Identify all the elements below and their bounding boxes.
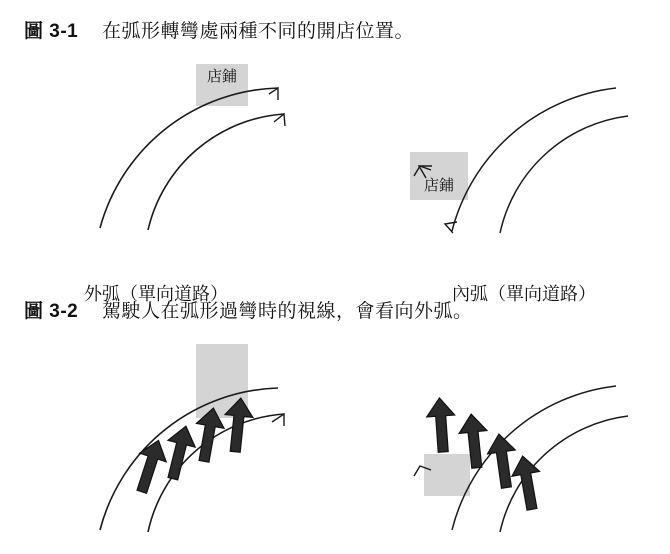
left-diagram-label: 外弧（單向道路） bbox=[84, 284, 228, 304]
figure-1-arcs bbox=[0, 48, 670, 278]
right-outer-road-edge bbox=[452, 88, 616, 231]
figure-1-caption-text: 在弧形轉彎處兩種不同的開店位置。 bbox=[102, 21, 415, 42]
right-inner-road-edge bbox=[500, 116, 628, 233]
left-outer-road-edge-2 bbox=[100, 388, 278, 530]
figure-2-graphics bbox=[0, 330, 670, 554]
sightline-arrow bbox=[509, 454, 546, 512]
right-arrowhead-inner bbox=[445, 222, 457, 233]
sightline-arrow bbox=[485, 432, 520, 489]
shop-block-right bbox=[424, 454, 470, 496]
left-inner-road-edge-2 bbox=[148, 414, 284, 532]
figure-2-caption-text: 駕駛人在弧形過彎時的視線，會看向外弧。 bbox=[102, 301, 473, 322]
figure-2-diagram bbox=[0, 330, 670, 554]
figure-1-diagram bbox=[0, 48, 670, 304]
figure-2-caption bbox=[24, 296, 473, 323]
shop-box-left-label: 店鋪 bbox=[206, 68, 237, 85]
left-arrowhead-outer bbox=[269, 88, 278, 100]
right-diagram-label: 內弧（單向道路） bbox=[452, 284, 596, 304]
figure-1-number: 圖 3-1 bbox=[24, 21, 79, 42]
left-arrowhead-inner bbox=[274, 114, 285, 126]
figure-1-caption bbox=[24, 16, 414, 43]
sightline-arrow bbox=[425, 397, 457, 453]
shop-box-right-label: 店鋪 bbox=[423, 177, 454, 194]
figure-2-number: 圖 3-2 bbox=[24, 301, 79, 322]
left-inner-road-edge bbox=[148, 114, 284, 230]
left-outer-road-edge bbox=[100, 88, 278, 228]
